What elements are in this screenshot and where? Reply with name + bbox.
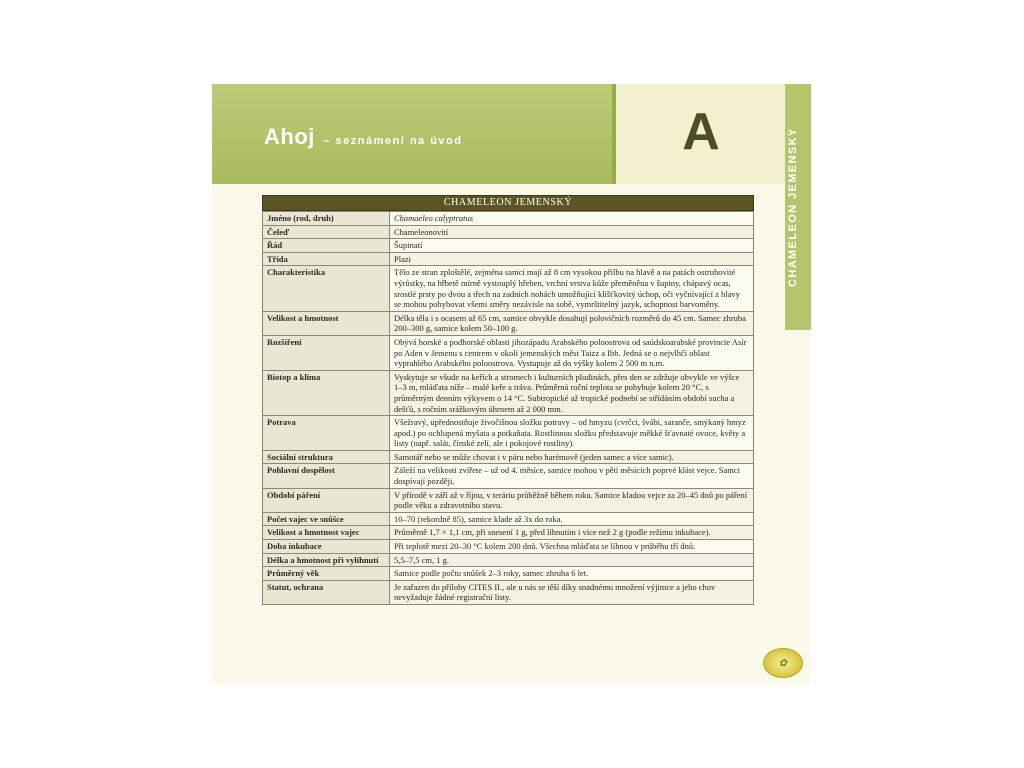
table-row: [263, 252, 754, 266]
row-label: Statut, ochrana: [263, 580, 390, 604]
row-label: Velikost a hmotnost: [263, 311, 390, 335]
row-label: Doba inkubace: [263, 540, 390, 554]
table-body: [262, 211, 754, 605]
row-value: Délka těla i s ocasem až 65 cm, samice obvykle dosahují polovičních rozměrů do 45 cm. Samec zhruba 200–300 g, samice kolem 50–100 g.: [390, 311, 754, 335]
page-title: [264, 124, 463, 150]
row-label: Charakteristika: [263, 266, 390, 311]
row-label: Období páření: [263, 488, 390, 512]
row-label: Rozšíření: [263, 335, 390, 370]
table-row: [263, 225, 754, 239]
table-row: [263, 488, 754, 512]
row-value: Plazi: [390, 252, 754, 266]
species-table: [262, 195, 754, 605]
row-value: Průměrně 1,7 × 1,1 cm, při snesení 1 g, před líhnutím i více než 2 g (podle režimu inkubace).: [390, 526, 754, 540]
chapter-letter-box: [612, 84, 786, 184]
row-label: Třída: [263, 252, 390, 266]
sidebar-tab-label: CHAMELEON JEMENSKÝ: [787, 127, 799, 287]
row-value: Při teplotě mezi 20–30 °C kolem 200 dnů. Všechna mláďata se líhnou v průběhu tří dnů.: [390, 540, 754, 554]
page-title-subtitle: – seznámení na úvod: [323, 135, 463, 147]
row-value: 5,5–7,5 cm, 1 g.: [390, 553, 754, 567]
table-row: [263, 540, 754, 554]
table-row: [263, 239, 754, 253]
row-value: 10–70 (rekordně 85), samice klade až 3x do roka.: [390, 512, 754, 526]
row-value: Záleží na velikosti zvířete – už od 4. měsíce, samice mohou v pěti měsících poprvé klást vejce. Samci dospívají později.: [390, 464, 754, 488]
sidebar-tab: [785, 84, 811, 330]
row-label: Čeleď: [263, 225, 390, 239]
chapter-letter: A: [682, 103, 720, 161]
row-label: Pohlavní dospělost: [263, 464, 390, 488]
row-label: Sociální struktura: [263, 450, 390, 464]
row-value: Obývá horské a podhorské oblasti jihozápadu Arabského poloostrova od saúdskoarabské provincie Asír po Aden v Jemenu s centrem v okolí jemenských měst Taizz a Ibb. Jedná se o nejvlhčí oblast vyprahlého Arabského poloostrova. Vystupuje až do výšky kolem 2 500 m n.m.: [390, 335, 754, 370]
table-row: [263, 212, 754, 226]
row-label: Počet vajec ve snůšce: [263, 512, 390, 526]
table-row: [263, 450, 754, 464]
table-row: [263, 464, 754, 488]
table-row: [263, 553, 754, 567]
table-title: CHAMELEON JEMENSKÝ: [262, 195, 754, 211]
row-label: Řád: [263, 239, 390, 253]
table-row: [263, 416, 754, 451]
row-value: V přírodě v září až v říjnu, v teráriu průběžně během roku. Samice kladou vejce za 20–45 dnů po páření podle věku a zdravotního stavu.: [390, 488, 754, 512]
row-value: Šupinatí: [390, 239, 754, 253]
logo-badge-icon: ✿: [763, 648, 803, 678]
row-value: Tělo ze stran zploštělé, zejména samci mají až 8 cm vysokou přilbu na hlavě a na patách ostruhovité výrůstky, na hřbetě mírně vystouplý hřeben, vrchní vrstva kůže přeměněna v šupiny, chápavý ocas, srostlé prsty po dvou a třech na zadních nohách umožňující klíšťkovitý úchop, oči vyčnívající z hlavy se mohou pohybovat všemi směry nezávisle na sobě, vymrštitelný jazyk, schopnost barvoměny.: [390, 266, 754, 311]
table-row: [263, 311, 754, 335]
table-row: [263, 512, 754, 526]
row-value: Vyskytuje se všude na keřích a stromech i kulturních plodinách, přes den se zdržuje obvykle ve výšce 1–3 m, mláďata níže – malé keře a tráva. Průměrná roční teplota se pohybuje kolem 20 °C, s průměrným denním výkyvem o 14 °C. Subtropické až tropické podnebí se střídáním období sucha a dešťů, s ročním srážkovým úhrnem až 2 000 mm.: [390, 370, 754, 415]
row-label: Potrava: [263, 416, 390, 451]
row-label: Jméno (rod, druh): [263, 212, 390, 226]
row-value: Chameleonovití: [390, 225, 754, 239]
table-row: [263, 266, 754, 311]
row-label: Velikost a hmotnost vajec: [263, 526, 390, 540]
row-value: Všežravý, upřednostňuje živočišnou složku potravy – od hmyzu (cvrčci, švábi, saranče, smýkaný hmyz apod.) po ochlupená myšata a potkaňata. Rostlinnou složku představuje měkké šťavnaté ovoce, květy a listy (např. salát, čínské zelí, ale i pokojové rostliny).: [390, 416, 754, 451]
row-label: Délka a hmotnost při vylíhnutí: [263, 553, 390, 567]
table-row: [263, 335, 754, 370]
table-row: [263, 370, 754, 415]
table-row: [263, 526, 754, 540]
header-band: [212, 84, 612, 184]
row-label: Biotop a klima: [263, 370, 390, 415]
row-value: Je zařazen do přílohy CITES II., ale u nás se těší díky snadnému množení výjimce a jeho chov nevyžaduje žádné registrační listy.: [390, 580, 754, 604]
row-value: Samotář nebo se může chovat i v páru nebo harémově (jeden samec a více samic).: [390, 450, 754, 464]
table-row: [263, 567, 754, 581]
row-label: Průměrný věk: [263, 567, 390, 581]
row-value: Samice podle počtu snůšek 2–3 roky, samec zhruba 6 let.: [390, 567, 754, 581]
row-value: Chamaeleo calyptratus: [390, 212, 754, 226]
page-title-main: Ahoj: [264, 124, 315, 149]
table-row: [263, 580, 754, 604]
